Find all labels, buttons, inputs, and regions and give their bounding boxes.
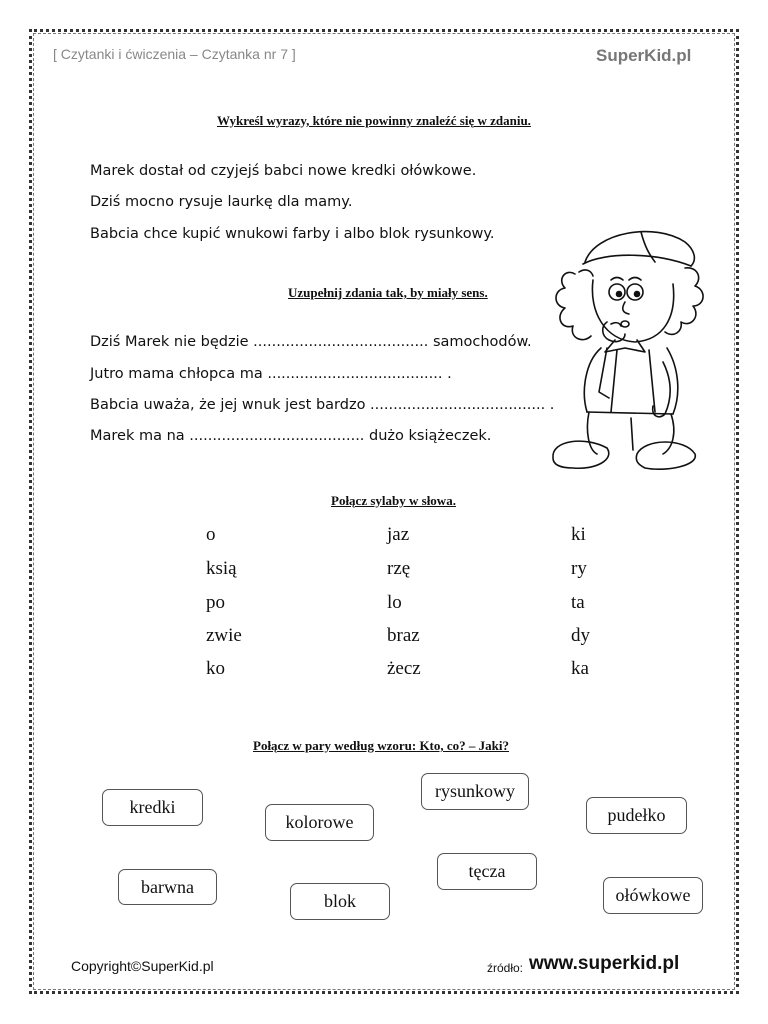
syllable: ta (571, 592, 585, 613)
syllable: ki (571, 524, 586, 545)
syllable: ry (571, 558, 587, 579)
word-card[interactable]: kredki (102, 789, 203, 826)
task4-heading: Połącz w pary według wzoru: Kto, co? – Jaki? (253, 738, 510, 753)
task2-sentence: Babcia uważa, że jej wnuk jest bardzo ...................................... . (90, 397, 555, 413)
task3-heading: Połącz sylaby w słowa. (331, 493, 456, 508)
task1-sentence: Babcia chce kupić wnukowi farby i albo blok rysunkowy. (90, 226, 495, 242)
word-card[interactable]: barwna (118, 869, 217, 905)
word-card[interactable]: kolorowe (265, 804, 374, 841)
task1-sentence: Dziś mocno rysuje laurkę dla mamy. (90, 194, 353, 210)
task2-heading: Uzupełnij zdania tak, by miały sens. (288, 285, 488, 300)
header-brand: SuperKid.pl (596, 46, 692, 65)
syllable: dy (571, 625, 590, 646)
task2-sentence: Marek ma na ...................................... dużo książeczek. (90, 428, 492, 444)
syllable: jaz (387, 524, 410, 545)
word-card[interactable]: blok (290, 883, 390, 920)
syllable: ka (571, 658, 589, 679)
task1-sentence: Marek dostał od czyjejś babci nowe kredki ołówkowe. (90, 163, 477, 179)
word-card[interactable]: ołówkowe (603, 877, 703, 914)
syllable: ksią (206, 558, 237, 579)
syllable: żecz (387, 658, 421, 679)
word-card[interactable]: rysunkowy (421, 773, 529, 810)
syllable: ko (206, 658, 225, 679)
task2-sentence: Dziś Marek nie będzie ...................................... samochodów. (90, 334, 532, 350)
syllable: braz (387, 625, 420, 646)
boy-illustration (545, 222, 725, 477)
task2-sentence: Jutro mama chłopca ma ...................................... . (90, 366, 452, 382)
footer-url[interactable]: www.superkid.pl (529, 953, 680, 974)
syllable: o (206, 524, 216, 545)
syllable: po (206, 592, 225, 613)
task1-heading: Wykreśl wyrazy, które nie powinny znaleźć się w zdaniu. (217, 113, 531, 128)
header-series-title: [ Czytanki i ćwiczenia – Czytanka nr 7 ] (53, 46, 296, 62)
syllable: lo (387, 592, 402, 613)
syllable: zwie (206, 625, 242, 646)
footer-copyright: Copyright©SuperKid.pl (71, 958, 214, 974)
word-card[interactable]: pudełko (586, 797, 687, 834)
footer-source-label: źródło: (487, 961, 524, 975)
syllable: rzę (387, 558, 411, 579)
word-card[interactable]: tęcza (437, 853, 537, 890)
